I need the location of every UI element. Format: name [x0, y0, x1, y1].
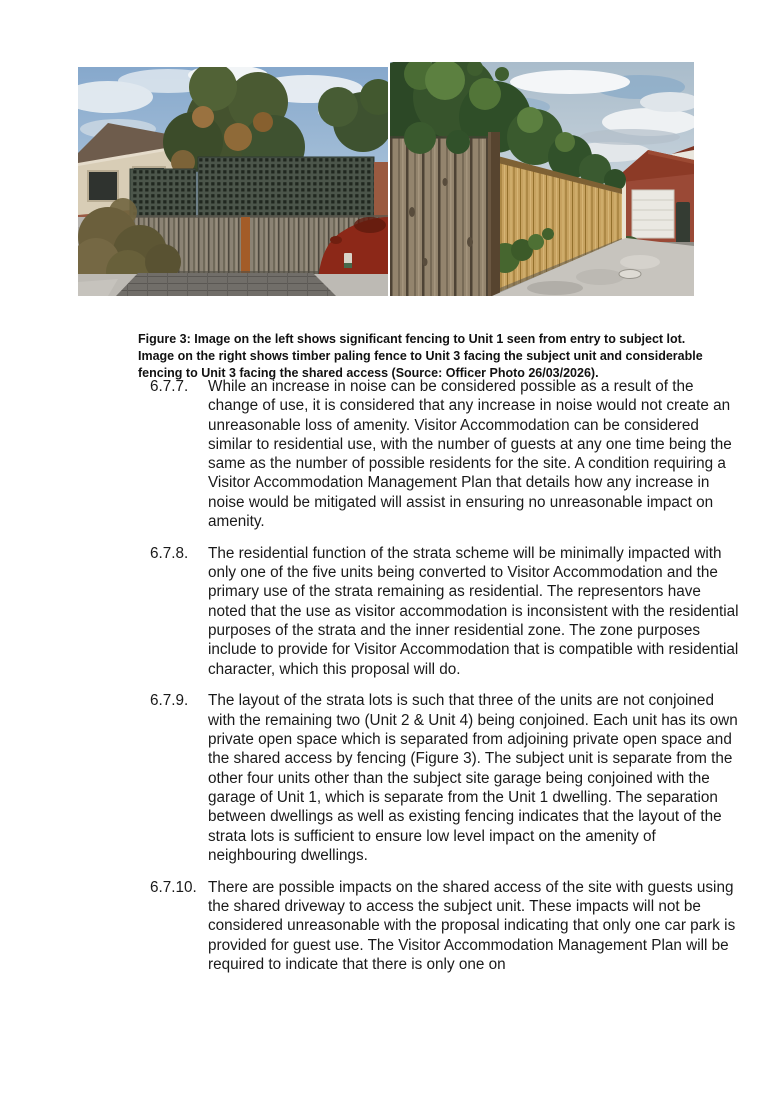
paragraph-number: 6.7.8. — [150, 544, 189, 562]
paragraph-number: 6.7.9. — [150, 692, 189, 710]
figure-caption: Figure 3: Image on the left shows significant fencing to Unit 1 seen from entry to subject lot. Image on the right shows timber paling fence to Unit 3 facing the subject unit and considerable fencing to Unit 3 facing the shared access (Source: Officer Photo 26/03/2026). — [138, 331, 703, 380]
paragraph-list — [150, 377, 744, 987]
paragraph-text: There are possible impacts on the shared access of the site with guests using the shared driveway to access the subject unit. These impacts will not be considered unreasonable with the proposal indicating that only one car park is provided for guest use. The Visitor Accommodation Management Plan will be required to indicate that there is only one on — [208, 878, 736, 973]
figure-photo-left — [78, 67, 388, 296]
figure-photo-right — [390, 62, 694, 296]
paragraph-text: The layout of the strata lots is such that three of the units are not conjoined with the remaining two (Unit 2 & Unit 4) being conjoined. Each unit has its own private open space which is separated from adjoining private open space and the shared access by fencing (Figure 3). The subject unit is separate from the other four units other than the subject site garage being conjoined with the garage of Unit 1, which is separate from the Unit 1 dwelling. The separation between dwellings as well as existing fencing indicates that the layout of the strata lots is sufficient to ensure low level impact on the amenity of neighbouring dwellings. — [208, 692, 738, 864]
paragraph-6-7-7 — [150, 377, 744, 531]
paragraph-text: While an increase in noise can be considered possible as a result of the change of use, it is considered that any increase in noise would not create an unreasonable loss of amenity. Visitor Accommodation can be considered similar to residential use, with the number of guests at any one time being the same as the number of possible residents for the site. A condition requiring a Visitor Accommodation Management Plan that details how any increase in noise would be mitigated will assist in ensuring no unreasonable impact on amenity. — [208, 378, 732, 531]
paragraph-text: The residential function of the strata scheme will be minimally impacted with only one of the five units being converted to Visitor Accommodation and the primary use of the strata remaining as residential. The representors have noted that the use as visitor accommodation is inconsistent with the residential purposes of the strata and the inner residential zone. The zone purposes include to provide for Visitor Accommodation that is compatible with residential character, which this proposal will do. — [208, 544, 739, 678]
paragraph-6-7-10 — [150, 878, 744, 974]
paragraph-number: 6.7.10. — [150, 878, 197, 896]
paragraph-6-7-8 — [150, 544, 744, 679]
paragraph-number: 6.7.7. — [150, 378, 189, 395]
figure-3-photos — [78, 62, 694, 296]
paragraph-6-7-9 — [150, 691, 744, 865]
